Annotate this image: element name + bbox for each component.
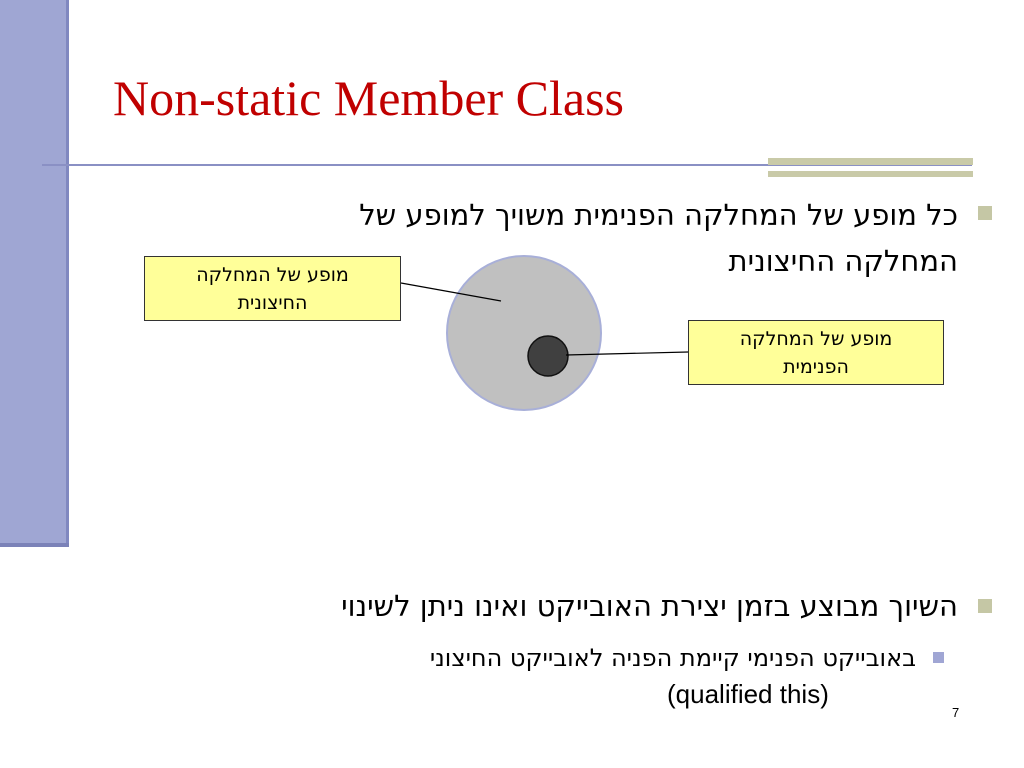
slide-title: Non-static Member Class: [113, 70, 625, 126]
inner-instance-circle: [528, 336, 568, 376]
inner-callout-line-2: הפנימית: [783, 356, 849, 378]
sub-bullet-1-line-1: באובייקט הפנימי קיימת הפניה לאובייקט החיצוני: [429, 644, 916, 672]
bullet-1-line-2: המחלקה החיצונית: [728, 244, 958, 278]
outer-callout-line-1: מופע של המחלקה: [196, 264, 349, 286]
bullet-2-text: השיוך מבוצע בזמן יצירת האובייקט ואינו ניתן לשינוי: [341, 589, 958, 623]
bullet-1-line-1: כל מופע של המחלקה הפנימית משויך למופע של: [359, 198, 958, 232]
sub-bullet-square-icon: [933, 652, 944, 663]
outer-callout-line-2: החיצונית: [237, 292, 308, 314]
bullet-square-icon: [978, 599, 992, 613]
page-number: 7: [952, 705, 960, 720]
sub-bullet-1-line-2: (qualified this): [667, 679, 829, 709]
inner-callout-line-1: מופע של המחלקה: [739, 328, 893, 350]
sub-bullet-1: [430, 640, 916, 676]
outer-instance-circle: [447, 256, 601, 410]
outer-instance-callout: [144, 256, 401, 321]
inner-instance-callout: [688, 320, 944, 385]
bullet-2: [341, 583, 958, 629]
